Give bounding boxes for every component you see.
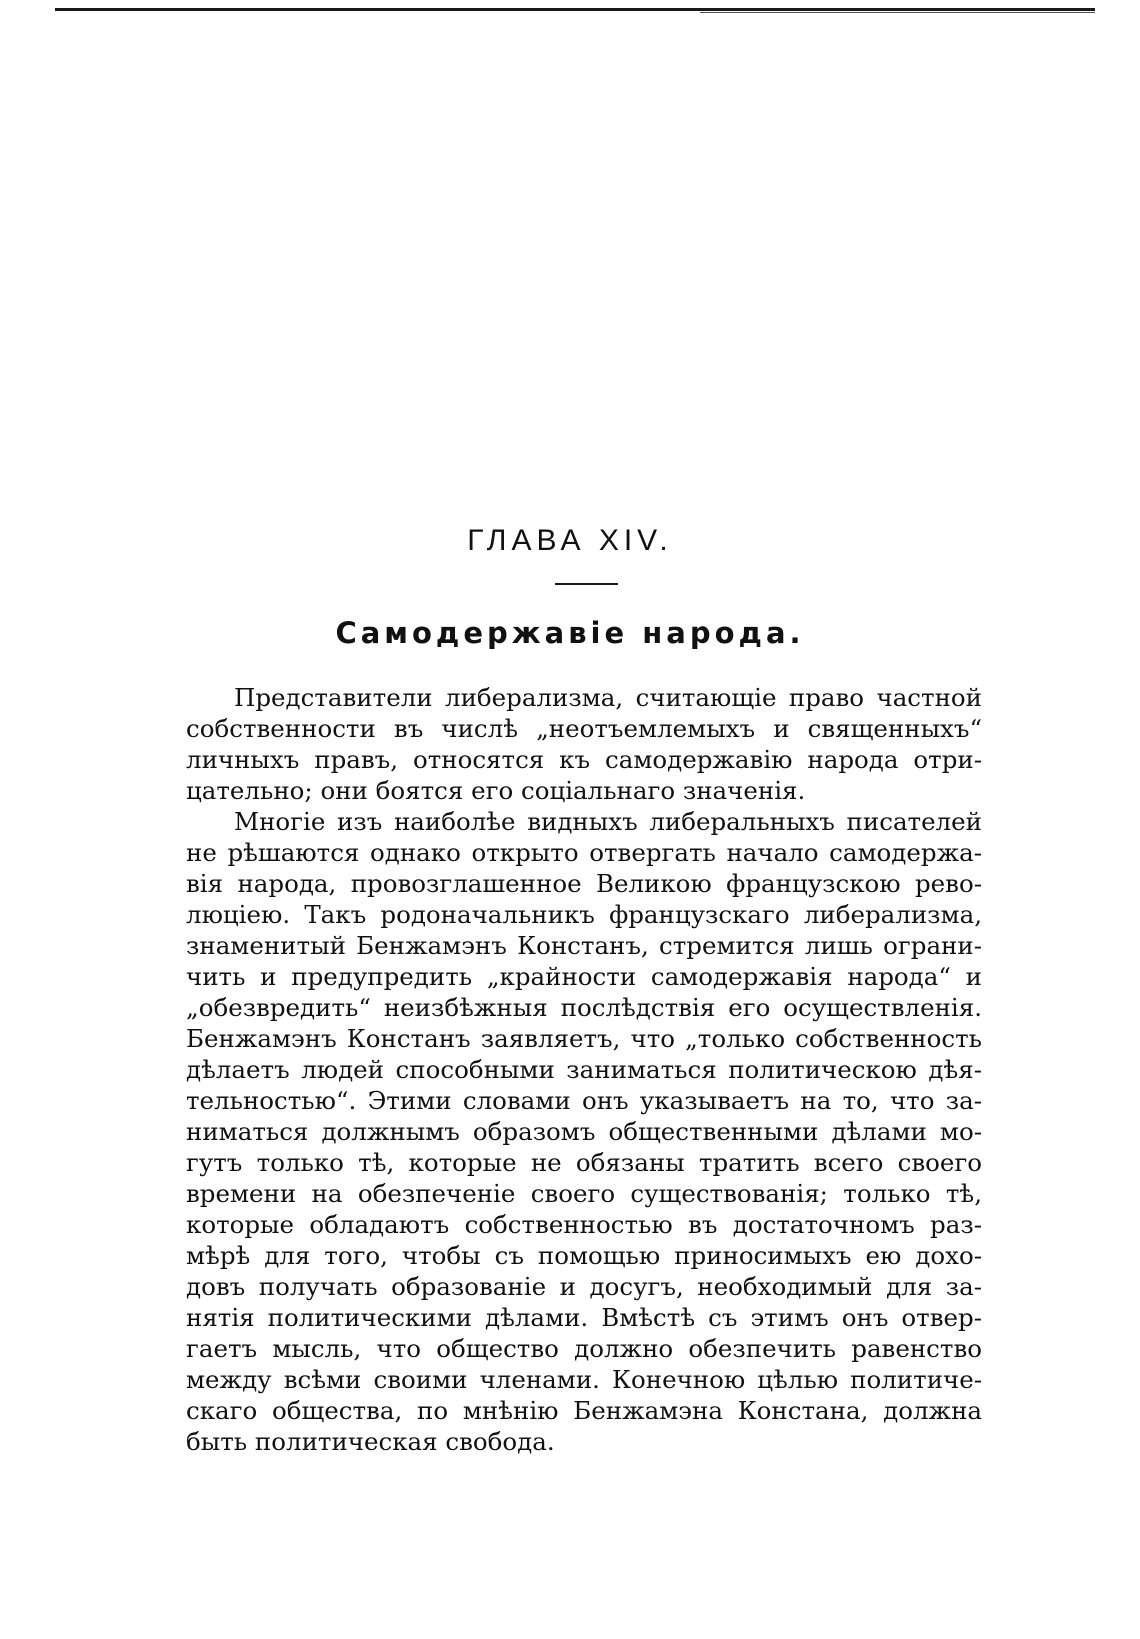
text-line: личныхъ правъ, относятся къ самодержавію народа отри- xyxy=(186,745,982,774)
text-line: „обезвредить“ неизбѣжныя послѣдствія его осуществленія. xyxy=(186,993,982,1022)
text-line: скаго общества, по мнѣнію Бенжамэна Констана, должна xyxy=(186,1396,982,1425)
paragraph xyxy=(186,806,982,1457)
text-line: Многіе изъ наиболѣе видныхъ либеральныхъ писателей xyxy=(234,807,982,836)
top-rule xyxy=(55,8,1095,11)
text-line: собственности въ числѣ „неотъемлемыхъ и священныхъ“ xyxy=(186,714,982,743)
text-line: Бенжамэнъ Констанъ заявляетъ, что „только собственность xyxy=(186,1024,982,1053)
text-line: люціею. Такъ родоначальникъ французскаго либерализма, xyxy=(186,900,982,929)
text-line: нятія политическими дѣлами. Вмѣстѣ съ этимъ онъ отвер- xyxy=(186,1303,982,1332)
text-line: Представители либерализма, считающіе право частной xyxy=(234,683,982,712)
text-line: дѣлаетъ людей способными заниматься политическою дѣя- xyxy=(186,1055,982,1084)
top-rule-tail xyxy=(700,12,1095,13)
text-line: гаетъ мысль, что общество должно обезпечить равенство xyxy=(186,1334,982,1363)
paragraph xyxy=(186,682,982,806)
text-line: тельностью“. Этими словами онъ указываетъ на то, что за- xyxy=(186,1086,982,1115)
text-line: которые обладаютъ собственностью въ достаточномъ раз- xyxy=(186,1210,982,1239)
text-line: между всѣми своими членами. Конечною цѣлью политиче- xyxy=(186,1365,982,1394)
chapter-heading: ГЛАВА XIV. xyxy=(467,524,673,557)
text-line: вія народа, провозглашенное Великою французскою рево- xyxy=(186,869,982,898)
text-line: цательно; они боятся его соціальнаго значенія. xyxy=(186,776,806,805)
text-line: довъ получать образованіе и досугъ, необходимый для за- xyxy=(186,1272,982,1301)
text-line: быть политическая свобода. xyxy=(186,1427,555,1456)
heading-divider xyxy=(555,583,618,585)
text-line: гутъ только тѣ, которые не обязаны тратить всего своего xyxy=(186,1148,982,1177)
text-line: чить и предупредить „крайности самодержавія народа“ и xyxy=(186,962,982,991)
body-text xyxy=(186,682,982,1457)
text-line: не рѣшаются однако открыто отвергать начало самодержа- xyxy=(186,838,982,867)
chapter-title: Самодержавіе народа. xyxy=(335,616,805,650)
text-line: мѣрѣ для того, чтобы съ помощью приносимыхъ ею дохо- xyxy=(186,1241,982,1270)
text-line: ниматься должнымъ образомъ общественными дѣлами мо- xyxy=(186,1117,982,1146)
text-line: времени на обезпеченіе своего существованія; только тѣ, xyxy=(186,1179,982,1208)
text-line: знаменитый Бенжамэнъ Констанъ, стремится лишь ограни- xyxy=(186,931,982,960)
